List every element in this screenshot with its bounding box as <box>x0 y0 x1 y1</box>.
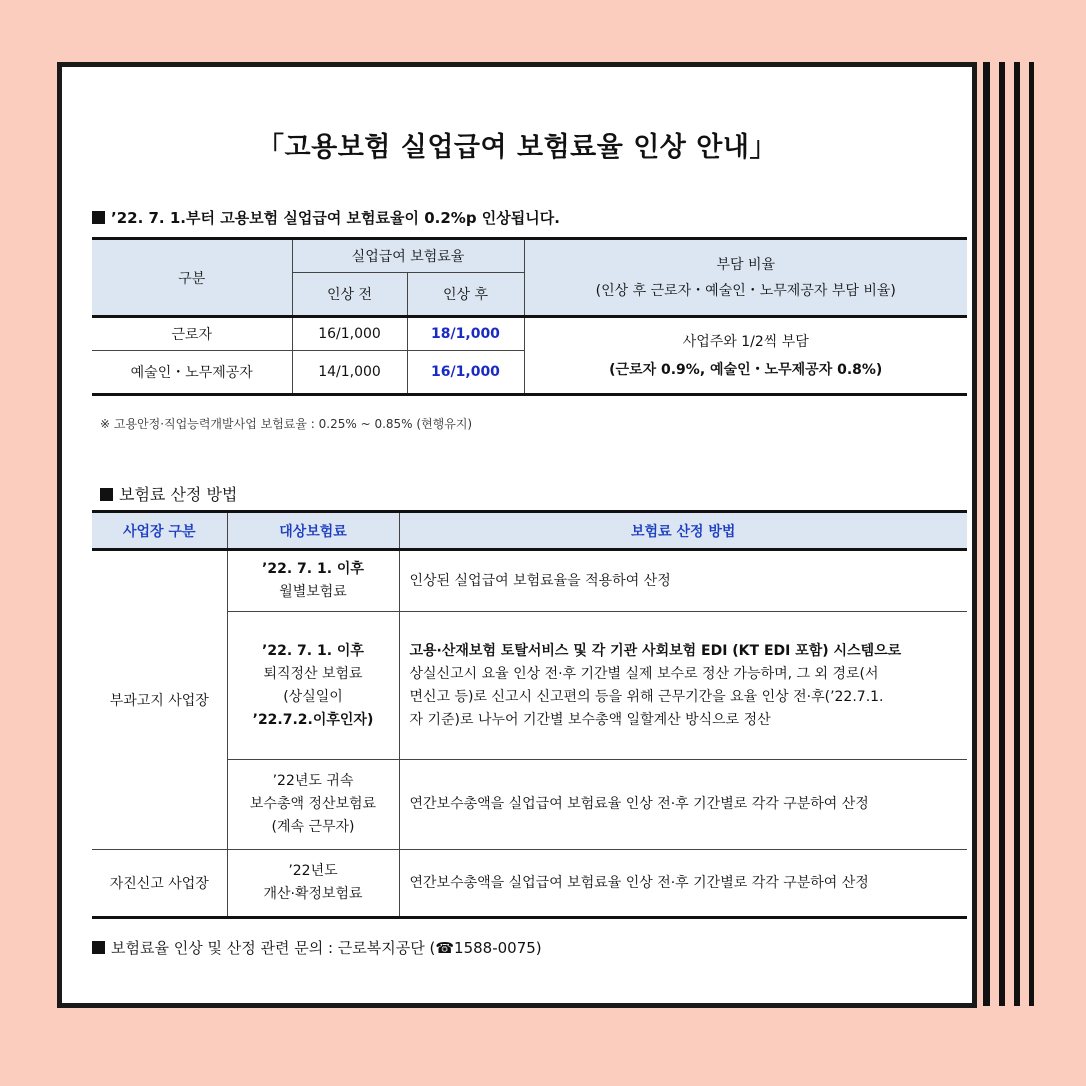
target-line: ’22.7.2.이후인자) <box>252 711 374 728</box>
target-line: 월별보험료 <box>279 584 347 600</box>
target-cell <box>227 550 399 612</box>
contact-line <box>92 937 542 958</box>
target-line: (상실일이 <box>283 688 343 705</box>
target-line: 보수총액 정산보험료 <box>249 796 377 812</box>
row-before: 16/1,000 <box>292 317 407 351</box>
decor-stripe <box>1014 62 1020 1006</box>
target-line: ’22. 7. 1. 이후 <box>262 561 364 577</box>
target-line: 퇴직정산 보험료 <box>263 665 363 682</box>
square-bullet-icon <box>100 488 113 501</box>
col-after: 인상 후 <box>407 273 524 317</box>
row-category: 예술인・노무제공자 <box>92 351 292 395</box>
table-row <box>92 550 967 612</box>
method-cell: 연간보수총액을 실업급여 보험료율 인상 전·후 기간별로 각각 구분하여 산정 <box>399 850 967 918</box>
footnote: ※ 고용안정·직업능력개발사업 보험료율 : 0.25% ~ 0.85% (현행유지) <box>100 417 473 431</box>
decor-stripe <box>999 62 1005 1006</box>
target-line: ’22. 7. 1. 이후 <box>262 642 364 659</box>
share-line2: (근로자 0.9%, 예술인・노무제공자 0.8%) <box>609 361 883 378</box>
square-bullet-icon <box>92 941 105 954</box>
col-target: 대상보험료 <box>227 512 399 550</box>
col-share <box>524 239 967 317</box>
method-table <box>92 510 967 919</box>
target-cell <box>227 760 399 850</box>
group-billed: 부과고지 사업장 <box>92 550 227 850</box>
table-row <box>92 317 967 351</box>
decor-stripe <box>983 62 990 1006</box>
share-line1: 사업주와 1/2씩 부담 <box>682 333 809 350</box>
col-share-line2: (인상 후 근로자・예술인・노무제공자 부담 비율) <box>595 282 896 299</box>
notice-title: 「고용보험 실업급여 보험료율 인상 안내」 <box>257 132 777 163</box>
method-line: 자 기준)로 나누어 기간별 보수총액 일할계산 방식으로 정산 <box>409 711 771 728</box>
decor-stripe <box>1029 62 1034 1006</box>
row-after: 16/1,000 <box>407 351 524 395</box>
square-bullet-icon <box>92 211 105 224</box>
method-cell: 연간보수총액을 실업급여 보험료율 인상 전·후 기간별로 각각 구분하여 산정 <box>399 760 967 850</box>
method-line: 면신고 등)로 신고시 신고편의 등을 위해 근무기간을 요율 인상 전·후(’22.7.1. <box>409 688 884 705</box>
target-cell <box>227 850 399 918</box>
method-heading <box>100 482 237 505</box>
col-category: 구분 <box>92 239 292 317</box>
target-line: 개산·확정보험료 <box>263 886 363 902</box>
row-after: 18/1,000 <box>407 317 524 351</box>
col-share-line1: 부담 비율 <box>716 256 776 273</box>
method-line: 상실신고시 요율 인상 전·후 기간별 실제 보수로 정산 가능하며, 그 외 경로(서 <box>409 665 879 682</box>
method-line: 고용·산재보험 토탈서비스 및 각 기관 사회보험 EDI (KT EDI 포함) 시스템으로 <box>409 642 902 659</box>
target-line: (계속 근무자) <box>271 819 355 835</box>
rate-change-heading <box>92 207 560 228</box>
notice-document <box>57 62 977 1008</box>
rate-change-text: ’22. 7. 1.부터 고용보험 실업급여 보험료율이 0.2%p 인상됩니다. <box>111 209 560 227</box>
col-rate-group: 실업급여 보험료율 <box>292 239 524 273</box>
target-line: ’22년도 <box>288 863 338 879</box>
method-cell <box>399 612 967 760</box>
target-line: ’22년도 귀속 <box>272 773 354 789</box>
target-cell <box>227 612 399 760</box>
contact-text: 보험료율 인상 및 산정 관련 문의 : 근로복지공단 (☎1588-0075) <box>111 939 542 957</box>
group-self-report: 자진신고 사업장 <box>92 850 227 918</box>
share-cell <box>524 317 967 395</box>
table-row <box>92 850 967 918</box>
rate-table <box>92 237 967 396</box>
col-workplace: 사업장 구분 <box>92 512 227 550</box>
row-before: 14/1,000 <box>292 351 407 395</box>
method-cell: 인상된 실업급여 보험료율을 적용하여 산정 <box>399 550 967 612</box>
row-category: 근로자 <box>92 317 292 351</box>
col-before: 인상 전 <box>292 273 407 317</box>
col-method: 보험료 산정 방법 <box>399 512 967 550</box>
method-heading-text: 보험료 산정 방법 <box>119 485 238 504</box>
